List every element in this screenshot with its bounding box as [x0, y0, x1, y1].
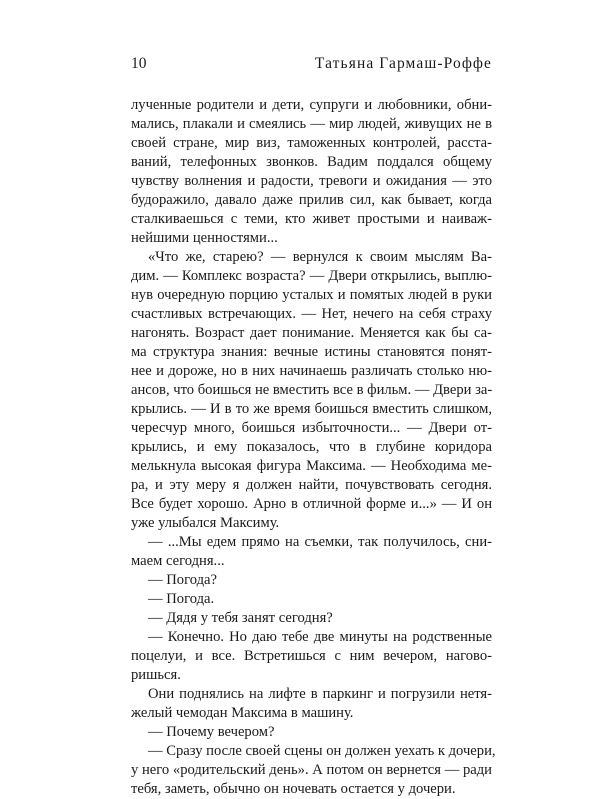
text-line: своей стране, мир виз, таможенных контролей, расста-	[131, 135, 492, 151]
text-line: нув очередную порцию усталых и помятых людей в руки	[131, 287, 492, 303]
body-text	[131, 96, 496, 799]
text-line: — Почему вечером?	[148, 724, 275, 740]
text-line: чересчур много, боишься избыточности... — Двери от-	[131, 420, 492, 436]
text-line: ма структура знания: вечные истины становятся понят-	[131, 344, 492, 360]
text-line: — Дядя у тебя занят сегодня?	[148, 610, 333, 626]
page-header	[131, 55, 492, 79]
text-line: Все будет хорошо. Арно в отличной форме и...» — И он	[131, 496, 492, 512]
text-line: у него «родительский день». А потом он вернется — ради	[131, 762, 492, 778]
text-line: мались, плакали и смеялись — мир людей, живущих не в	[131, 116, 492, 132]
text-line: ришься.	[131, 667, 181, 683]
text-line: сталкиваешься с теми, кто живет простыми и наиваж-	[131, 211, 492, 227]
text-line: — Погода.	[148, 591, 215, 607]
text-line: чувству волнения и радости, тревоги и ожидания — это	[131, 173, 492, 189]
text-line: крылись. — И в то же время боишься вместить слишком,	[131, 401, 492, 417]
text-line: — Погода?	[148, 572, 217, 588]
text-line: желый чемодан Максима в машину.	[131, 705, 354, 721]
text-line: дим. — Комплекс возраста? — Двери открылись, выплю-	[131, 268, 492, 284]
text-line: нее и дороже, но в них начинаешь различать столько ню-	[131, 363, 492, 379]
text-line: поцелуи, и все. Встретишься с ним вечером, нагово-	[131, 648, 492, 664]
text-line: «Что же, старею? — вернулся к своим мыслям Ва-	[148, 249, 492, 265]
text-line: нагонять. Возраст дает понимание. Меняется как бы са-	[131, 325, 492, 341]
page-number: 10	[131, 55, 147, 72]
text-line: мелькнула высокая фигура Максима. — Необходима ме-	[131, 458, 492, 474]
text-line: маем сегодня...	[131, 553, 225, 569]
text-line: будоражило, давало даже прилив сил, как бывает, когда	[131, 192, 492, 208]
text-line: ра, и эту меру я должен найти, почувствовать сегодня.	[131, 477, 492, 493]
text-line: счастливых встречающих. — Нет, нечего на себя страху	[131, 306, 492, 322]
text-line: — Сразу после своей сцены он должен уехать к дочери,	[148, 743, 496, 759]
text-line: Они поднялись на лифте в паркинг и погрузили нетя-	[148, 686, 492, 702]
text-line: нейшими ценностями...	[131, 230, 278, 246]
text-line: крылись, и ему показалось, что в глубине коридора	[131, 439, 492, 455]
text-line: уже улыбался Максиму.	[131, 515, 280, 531]
text-line: лученные родители и дети, супруги и любовники, обни-	[131, 97, 492, 113]
text-line: ансов, что боишься не вместить все в фильм. — Двери за-	[131, 382, 493, 398]
text-line: ваний, телефонных звонков. Вадим поддался общему	[131, 154, 492, 170]
running-title: Татьяна Гармаш-Роффе	[314, 55, 492, 72]
text-line: — Конечно. Но даю тебе две минуты на родственные	[148, 629, 492, 645]
text-line: тебя, заметь, обычно он ночевать остается у дочери.	[131, 781, 456, 797]
text-line: — ...Мы едем прямо на съемки, так получилось, сни-	[148, 534, 492, 550]
